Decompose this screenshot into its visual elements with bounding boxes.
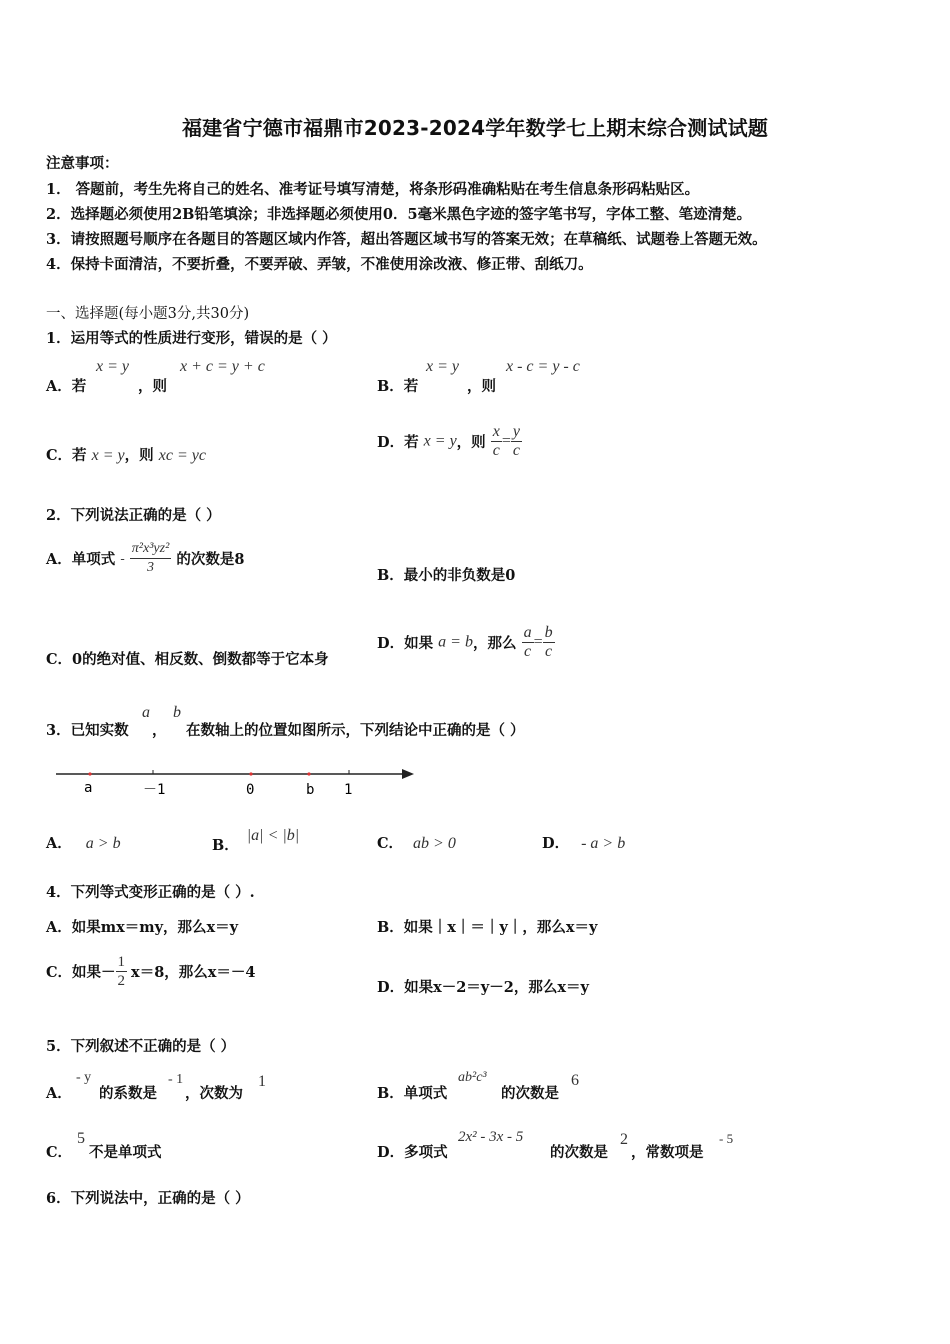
notice-item-1: 1． 答题前，考生先将自己的姓名、准考证号填写清楚，将条形码准确粘贴在考生信息条形码粘贴区。 [46, 181, 700, 198]
question-5-option-b: B．单项式 ab²c³ 的次数是 6 [377, 1070, 579, 1102]
question-3-option-c: C． ab > 0 [377, 835, 456, 852]
question-1-stem: 1．运用等式的性质进行变形，错误的是（ ） [46, 330, 337, 347]
question-2-option-b: B．最小的非负数是0 [377, 567, 516, 584]
arrow-right-icon [402, 769, 414, 779]
question-3-option-b: B．|a| < |b| [212, 827, 300, 854]
question-3-option-d: D． - a > b [542, 835, 626, 852]
axis-label-one: 1 [344, 782, 353, 798]
question-4-option-b: B．如果｜x｜＝｜y｜，那么x＝y [377, 919, 598, 936]
notice-item-2: 2．选择题必须使用2B铅笔填涂；非选择题必须使用0．5毫米黑色字迹的签字笔书写，字体工整、笔迹清楚。 [46, 206, 752, 223]
page-title: 福建省宁德市福鼎市2023-2024学年数学七上期末综合测试试题 [181, 116, 769, 140]
question-4-option-d: D．如果x－2＝y－2，那么x＝y [377, 979, 589, 996]
notice-item-3: 3．请按照题号顺序在各题目的答题区域内作答，超出答题区域书写的答案无效；在草稿纸、试题卷上答题无效。 [46, 231, 767, 248]
question-1-option-d: D．若 x = y，则 $\frac{x}{c}$ = $\frac{y}{c}$ [377, 423, 521, 459]
question-1-option-c: C．若 x = y，则 xc = yc [46, 447, 206, 464]
question-5-option-d: D．多项式 2x² - 3x - 5 的次数是 2 ，常数项是 - 5 [377, 1129, 734, 1161]
question-3-stem: 3．已知实数 a ， b 在数轴上的位置如图所示，下列结论中正确的是（ ） [46, 704, 525, 739]
axis-label-zero: 0 [246, 782, 255, 798]
question-4-option-a: A．如果mx＝my，那么x＝y [46, 919, 239, 936]
question-3-option-a: A． a > b [46, 835, 121, 852]
question-5-option-a: A． - y 的系数是 - 1 ，次数为 1 [46, 1070, 266, 1102]
question-4-option-c: C．如果－ $\frac{1}{2}$ x＝8，那么x＝－4 [46, 954, 256, 989]
axis-label-a: a [84, 780, 93, 796]
question-6-stem: 6．下列说法中，正确的是（ ） [46, 1190, 250, 1207]
axis-label-minus-one: －1 [143, 782, 166, 798]
section-heading: 一、选择题(每小题3分,共30分) [46, 306, 250, 322]
question-4-stem: 4．下列等式变形正确的是（ ）. [46, 884, 255, 901]
point-zero [249, 772, 252, 775]
question-2-option-c: C．0的绝对值、相反数、倒数都等于它本身 [46, 651, 329, 668]
question-2-stem: 2．下列说法正确的是（ ） [46, 507, 221, 524]
question-2-option-d: D．如果 a = b，那么 $\frac{a}{c}$ = $\frac{b}{c}$ [377, 624, 553, 660]
notice-item-4: 4．保持卡面清洁，不要折叠，不要弄破、弄皱，不准使用涂改液、修正带、刮纸刀。 [46, 256, 593, 273]
question-5-stem: 5．下列叙述不正确的是（ ） [46, 1038, 236, 1055]
axis-label-b: b [306, 782, 315, 798]
notice-heading: 注意事项： [46, 155, 119, 172]
question-5-option-c: C． 5 不是单项式 [46, 1130, 162, 1161]
number-line-figure [50, 762, 430, 802]
point-b [307, 772, 310, 775]
point-a [88, 772, 91, 775]
question-2-option-a: A．单项式 - $\frac{\text{π²x³yz²}}{3}$ 的次数是8 [46, 541, 245, 575]
